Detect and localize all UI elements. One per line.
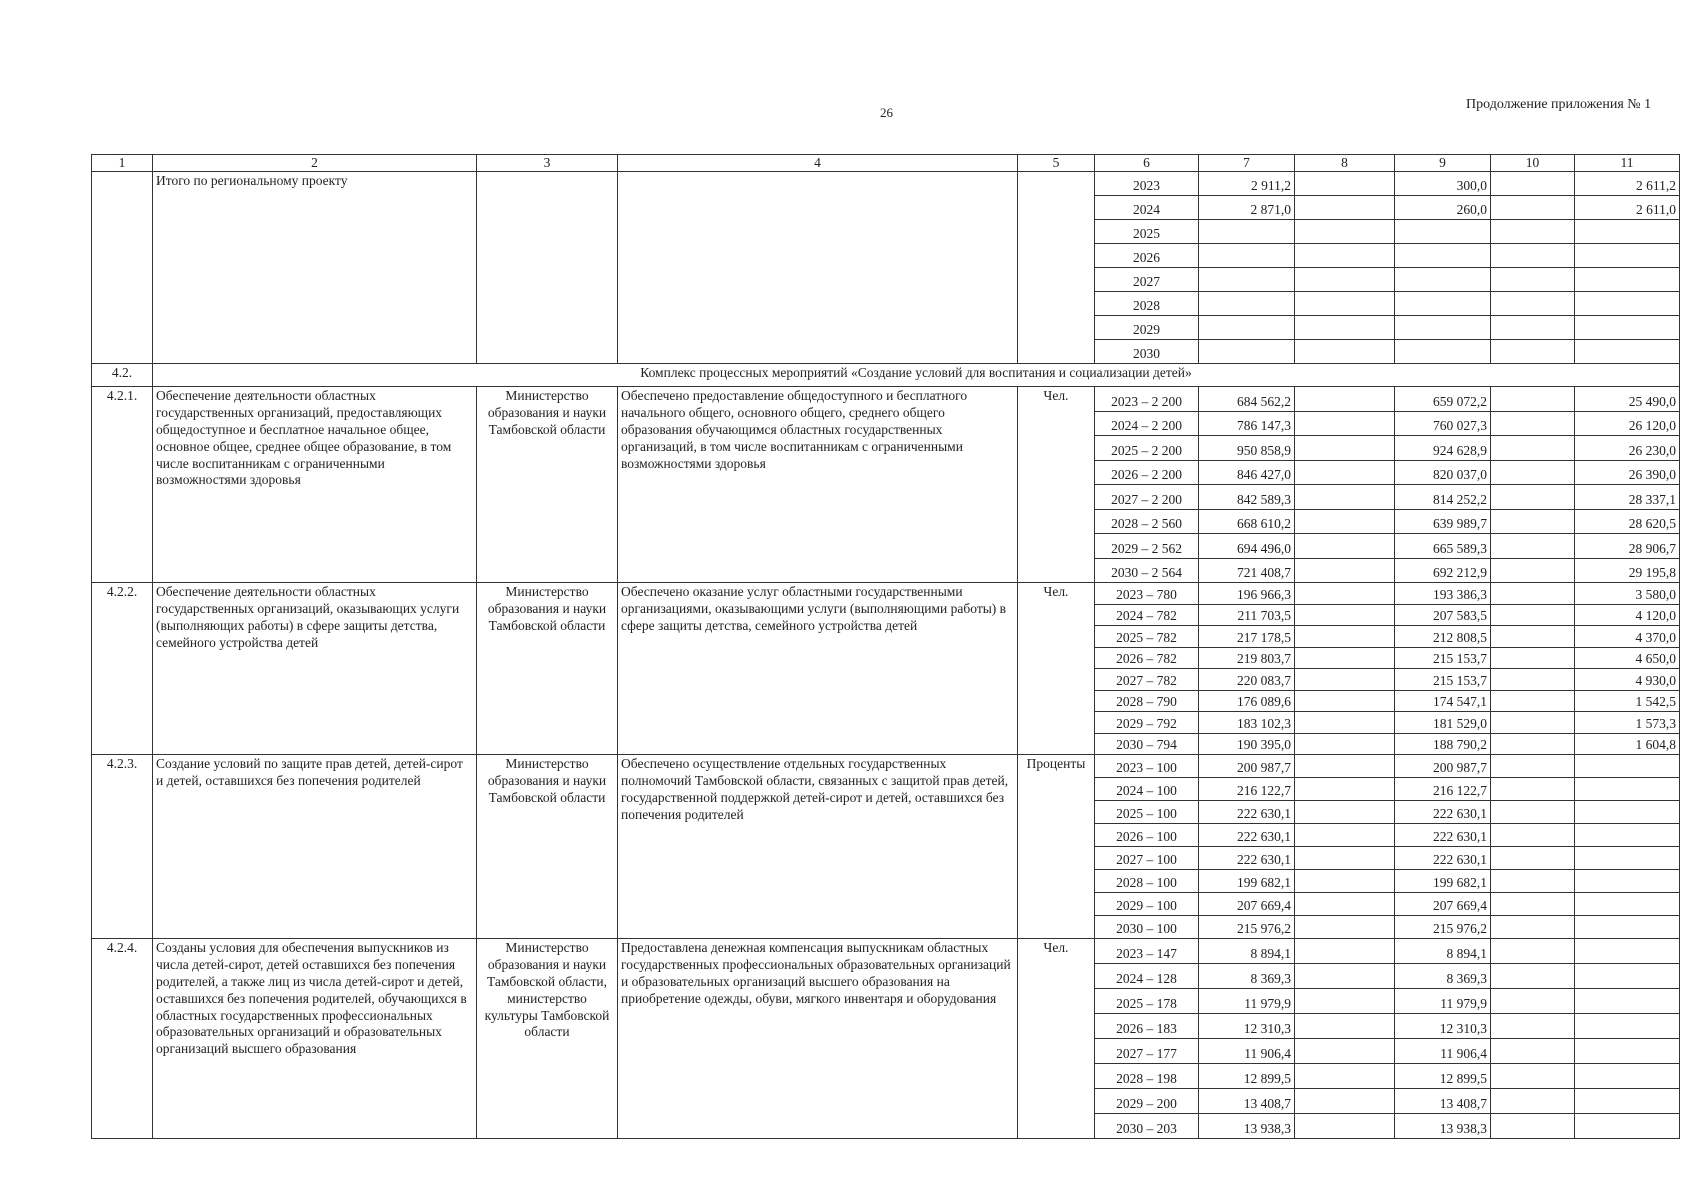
amount-local-cell bbox=[1491, 870, 1575, 893]
amount-local-cell bbox=[1491, 916, 1575, 939]
year-cell: 2024 bbox=[1095, 196, 1199, 220]
amount-local-cell bbox=[1491, 172, 1575, 196]
year-cell: 2028 – 2 560 bbox=[1095, 509, 1199, 534]
amount-federal-cell bbox=[1295, 558, 1395, 583]
cell-result bbox=[618, 172, 1018, 364]
amount-federal-cell bbox=[1295, 755, 1395, 778]
amount-total-cell: 220 083,7 bbox=[1199, 669, 1295, 691]
amount-local-cell bbox=[1491, 778, 1575, 801]
col-header: 11 bbox=[1575, 155, 1680, 172]
amount-local-cell bbox=[1491, 893, 1575, 916]
amount-local-cell bbox=[1491, 1089, 1575, 1114]
year-cell: 2025 – 178 bbox=[1095, 989, 1199, 1014]
amount-regional-cell: 13 408,7 bbox=[1395, 1089, 1491, 1114]
year-cell: 2025 – 100 bbox=[1095, 801, 1199, 824]
year-cell: 2024 – 100 bbox=[1095, 778, 1199, 801]
section-row bbox=[92, 364, 1680, 387]
amount-local-cell bbox=[1491, 411, 1575, 436]
amount-regional-cell: 200 987,7 bbox=[1395, 755, 1491, 778]
amount-total-cell: 190 395,0 bbox=[1199, 733, 1295, 755]
amount-local-cell bbox=[1491, 626, 1575, 648]
amount-extra-cell: 26 230,0 bbox=[1575, 436, 1680, 461]
amount-regional-cell: 212 808,5 bbox=[1395, 626, 1491, 648]
amount-local-cell bbox=[1491, 824, 1575, 847]
amount-local-cell bbox=[1491, 583, 1575, 605]
amount-total-cell: 846 427,0 bbox=[1199, 460, 1295, 485]
amount-total-cell: 222 630,1 bbox=[1199, 801, 1295, 824]
year-cell: 2029 – 200 bbox=[1095, 1089, 1199, 1114]
amount-local-cell bbox=[1491, 340, 1575, 364]
amount-extra-cell bbox=[1575, 801, 1680, 824]
amount-federal-cell bbox=[1295, 244, 1395, 268]
item-number: 4.2.1. bbox=[92, 387, 153, 583]
item-name: Обеспечение деятельности областных государственных организаций, оказывающих услуги (выполняющих работы) в сфере защиты детства, семейного устройства детей bbox=[153, 583, 477, 755]
amount-federal-cell bbox=[1295, 411, 1395, 436]
amount-total-cell: 12 310,3 bbox=[1199, 1014, 1295, 1039]
amount-total-cell: 211 703,5 bbox=[1199, 604, 1295, 626]
year-cell: 2028 bbox=[1095, 292, 1199, 316]
amount-regional-cell: 222 630,1 bbox=[1395, 847, 1491, 870]
amount-extra-cell bbox=[1575, 1064, 1680, 1089]
year-cell: 2023 – 147 bbox=[1095, 939, 1199, 964]
amount-regional-cell: 207 583,5 bbox=[1395, 604, 1491, 626]
amount-extra-cell: 28 620,5 bbox=[1575, 509, 1680, 534]
amount-local-cell bbox=[1491, 847, 1575, 870]
year-cell: 2023 – 780 bbox=[1095, 583, 1199, 605]
amount-regional-cell: 215 153,7 bbox=[1395, 669, 1491, 691]
amount-regional-cell: 13 938,3 bbox=[1395, 1114, 1491, 1139]
year-cell: 2026 – 782 bbox=[1095, 647, 1199, 669]
total-label: Итого по региональному проекту bbox=[153, 172, 477, 364]
item-row bbox=[92, 387, 1680, 412]
amount-federal-cell bbox=[1295, 1064, 1395, 1089]
amount-extra-cell: 26 120,0 bbox=[1575, 411, 1680, 436]
amount-regional-cell: 207 669,4 bbox=[1395, 893, 1491, 916]
col-header: 8 bbox=[1295, 155, 1395, 172]
amount-local-cell bbox=[1491, 268, 1575, 292]
year-cell: 2024 – 128 bbox=[1095, 964, 1199, 989]
amount-extra-cell: 28 337,1 bbox=[1575, 485, 1680, 510]
amount-federal-cell bbox=[1295, 939, 1395, 964]
amount-local-cell bbox=[1491, 604, 1575, 626]
amount-regional-cell bbox=[1395, 244, 1491, 268]
amount-extra-cell bbox=[1575, 824, 1680, 847]
amount-regional-cell: 820 037,0 bbox=[1395, 460, 1491, 485]
amount-total-cell: 183 102,3 bbox=[1199, 712, 1295, 734]
item-unit: Чел. bbox=[1018, 583, 1095, 755]
year-cell: 2027 – 177 bbox=[1095, 1039, 1199, 1064]
item-number: 4.2.3. bbox=[92, 755, 153, 939]
amount-regional-cell bbox=[1395, 340, 1491, 364]
amount-extra-cell bbox=[1575, 340, 1680, 364]
amount-federal-cell bbox=[1295, 316, 1395, 340]
column-number-row bbox=[92, 155, 1680, 172]
amount-total-cell: 842 589,3 bbox=[1199, 485, 1295, 510]
item-unit: Чел. bbox=[1018, 939, 1095, 1139]
amount-local-cell bbox=[1491, 690, 1575, 712]
amount-extra-cell: 2 611,2 bbox=[1575, 172, 1680, 196]
item-executor: Министерство образования и науки Тамбовской области bbox=[477, 387, 618, 583]
amount-regional-cell: 215 153,7 bbox=[1395, 647, 1491, 669]
year-cell: 2028 – 198 bbox=[1095, 1064, 1199, 1089]
amount-federal-cell bbox=[1295, 916, 1395, 939]
item-executor: Министерство образования и науки Тамбовской области bbox=[477, 755, 618, 939]
item-row bbox=[92, 583, 1680, 605]
item-result: Обеспечено предоставление общедоступного и бесплатного начального общего, основного общего, среднего общего образования обучающимся областных государственных организаций, в том числе воспитанникам с ограниченными возможностями здоровья bbox=[618, 387, 1018, 583]
amount-regional-cell: 11 979,9 bbox=[1395, 989, 1491, 1014]
amount-local-cell bbox=[1491, 460, 1575, 485]
amount-extra-cell bbox=[1575, 292, 1680, 316]
amount-federal-cell bbox=[1295, 1114, 1395, 1139]
amount-federal-cell bbox=[1295, 989, 1395, 1014]
amount-regional-cell: 659 072,2 bbox=[1395, 387, 1491, 412]
amount-extra-cell bbox=[1575, 1014, 1680, 1039]
col-header: 5 bbox=[1018, 155, 1095, 172]
amount-total-cell: 694 496,0 bbox=[1199, 534, 1295, 559]
amount-extra-cell: 1 604,8 bbox=[1575, 733, 1680, 755]
amount-total-cell: 219 803,7 bbox=[1199, 647, 1295, 669]
year-cell: 2030 – 203 bbox=[1095, 1114, 1199, 1139]
amount-federal-cell bbox=[1295, 387, 1395, 412]
amount-local-cell bbox=[1491, 801, 1575, 824]
year-cell: 2023 bbox=[1095, 172, 1199, 196]
amount-total-cell: 13 938,3 bbox=[1199, 1114, 1295, 1139]
amount-federal-cell bbox=[1295, 460, 1395, 485]
amount-local-cell bbox=[1491, 244, 1575, 268]
year-cell: 2028 – 790 bbox=[1095, 690, 1199, 712]
amount-total-cell bbox=[1199, 292, 1295, 316]
amount-regional-cell: 300,0 bbox=[1395, 172, 1491, 196]
amount-regional-cell: 639 989,7 bbox=[1395, 509, 1491, 534]
amount-federal-cell bbox=[1295, 669, 1395, 691]
cell-executor bbox=[477, 172, 618, 364]
section-title: Комплекс процессных мероприятий «Создание условий для воспитания и социализации детей» bbox=[153, 364, 1680, 387]
amount-regional-cell: 222 630,1 bbox=[1395, 824, 1491, 847]
amount-extra-cell bbox=[1575, 1089, 1680, 1114]
amount-federal-cell bbox=[1295, 1039, 1395, 1064]
amount-total-cell: 11 979,9 bbox=[1199, 989, 1295, 1014]
amount-regional-cell: 924 628,9 bbox=[1395, 436, 1491, 461]
amount-local-cell bbox=[1491, 733, 1575, 755]
amount-total-cell: 12 899,5 bbox=[1199, 1064, 1295, 1089]
amount-total-cell bbox=[1199, 268, 1295, 292]
amount-extra-cell: 1 573,3 bbox=[1575, 712, 1680, 734]
amount-total-cell bbox=[1199, 316, 1295, 340]
year-cell: 2026 – 183 bbox=[1095, 1014, 1199, 1039]
item-number: 4.2.4. bbox=[92, 939, 153, 1139]
amount-local-cell bbox=[1491, 1014, 1575, 1039]
amount-local-cell bbox=[1491, 534, 1575, 559]
amount-total-cell: 2 911,2 bbox=[1199, 172, 1295, 196]
amount-extra-cell bbox=[1575, 893, 1680, 916]
col-header: 7 bbox=[1199, 155, 1295, 172]
year-cell: 2030 bbox=[1095, 340, 1199, 364]
year-cell: 2027 bbox=[1095, 268, 1199, 292]
amount-regional-cell: 760 027,3 bbox=[1395, 411, 1491, 436]
amount-federal-cell bbox=[1295, 712, 1395, 734]
amount-extra-cell: 4 930,0 bbox=[1575, 669, 1680, 691]
total-row bbox=[92, 172, 1680, 196]
cell-unit bbox=[1018, 172, 1095, 364]
amount-federal-cell bbox=[1295, 964, 1395, 989]
amount-regional-cell: 188 790,2 bbox=[1395, 733, 1491, 755]
amount-regional-cell: 665 589,3 bbox=[1395, 534, 1491, 559]
amount-federal-cell bbox=[1295, 220, 1395, 244]
amount-federal-cell bbox=[1295, 172, 1395, 196]
col-header: 3 bbox=[477, 155, 618, 172]
amount-local-cell bbox=[1491, 387, 1575, 412]
amount-total-cell: 217 178,5 bbox=[1199, 626, 1295, 648]
amount-extra-cell bbox=[1575, 870, 1680, 893]
year-cell: 2027 – 782 bbox=[1095, 669, 1199, 691]
amount-federal-cell bbox=[1295, 893, 1395, 916]
amount-regional-cell: 174 547,1 bbox=[1395, 690, 1491, 712]
item-name: Созданы условия для обеспечения выпускников из числа детей-сирот, детей оставшихся без попечения родителей, а также лиц из числа детей-сирот и детей, оставшихся без попечения родителей, обучающихся в областных государственных профессиональных образовательных организаций и образовательных организаций высшего образования bbox=[153, 939, 477, 1139]
year-cell: 2030 – 794 bbox=[1095, 733, 1199, 755]
amount-local-cell bbox=[1491, 669, 1575, 691]
cell-number bbox=[92, 172, 153, 364]
col-header: 9 bbox=[1395, 155, 1491, 172]
col-header: 10 bbox=[1491, 155, 1575, 172]
amount-extra-cell bbox=[1575, 847, 1680, 870]
amount-total-cell: 222 630,1 bbox=[1199, 824, 1295, 847]
year-cell: 2029 bbox=[1095, 316, 1199, 340]
amount-federal-cell bbox=[1295, 268, 1395, 292]
amount-extra-cell bbox=[1575, 220, 1680, 244]
year-cell: 2024 – 782 bbox=[1095, 604, 1199, 626]
amount-local-cell bbox=[1491, 196, 1575, 220]
col-header: 6 bbox=[1095, 155, 1199, 172]
amount-total-cell: 2 871,0 bbox=[1199, 196, 1295, 220]
col-header: 1 bbox=[92, 155, 153, 172]
item-name: Создание условий по защите прав детей, детей-сирот и детей, оставшихся без попечения родителей bbox=[153, 755, 477, 939]
year-cell: 2025 bbox=[1095, 220, 1199, 244]
amount-total-cell: 222 630,1 bbox=[1199, 847, 1295, 870]
year-cell: 2029 – 792 bbox=[1095, 712, 1199, 734]
amount-extra-cell bbox=[1575, 964, 1680, 989]
year-cell: 2026 – 100 bbox=[1095, 824, 1199, 847]
amount-local-cell bbox=[1491, 316, 1575, 340]
amount-total-cell: 11 906,4 bbox=[1199, 1039, 1295, 1064]
amount-total-cell: 668 610,2 bbox=[1199, 509, 1295, 534]
amount-regional-cell: 199 682,1 bbox=[1395, 870, 1491, 893]
amount-regional-cell: 12 899,5 bbox=[1395, 1064, 1491, 1089]
appendix-label: Продолжение приложения № 1 bbox=[1466, 97, 1652, 112]
amount-federal-cell bbox=[1295, 801, 1395, 824]
item-row bbox=[92, 939, 1680, 964]
program-table bbox=[91, 154, 1680, 1139]
amount-extra-cell: 1 542,5 bbox=[1575, 690, 1680, 712]
amount-regional-cell bbox=[1395, 268, 1491, 292]
amount-federal-cell bbox=[1295, 690, 1395, 712]
amount-extra-cell bbox=[1575, 1114, 1680, 1139]
amount-extra-cell bbox=[1575, 989, 1680, 1014]
amount-regional-cell: 8 894,1 bbox=[1395, 939, 1491, 964]
amount-total-cell: 215 976,2 bbox=[1199, 916, 1295, 939]
amount-federal-cell bbox=[1295, 196, 1395, 220]
amount-local-cell bbox=[1491, 755, 1575, 778]
col-header: 2 bbox=[153, 155, 477, 172]
amount-local-cell bbox=[1491, 939, 1575, 964]
year-cell: 2029 – 100 bbox=[1095, 893, 1199, 916]
amount-regional-cell bbox=[1395, 292, 1491, 316]
amount-regional-cell: 216 122,7 bbox=[1395, 778, 1491, 801]
amount-extra-cell: 26 390,0 bbox=[1575, 460, 1680, 485]
amount-extra-cell: 25 490,0 bbox=[1575, 387, 1680, 412]
year-cell: 2029 – 2 562 bbox=[1095, 534, 1199, 559]
item-executor: Министерство образования и науки Тамбовской области, министерство культуры Тамбовской области bbox=[477, 939, 618, 1139]
amount-total-cell: 786 147,3 bbox=[1199, 411, 1295, 436]
amount-total-cell bbox=[1199, 340, 1295, 364]
amount-local-cell bbox=[1491, 712, 1575, 734]
amount-total-cell bbox=[1199, 220, 1295, 244]
item-row bbox=[92, 755, 1680, 778]
amount-federal-cell bbox=[1295, 485, 1395, 510]
amount-federal-cell bbox=[1295, 847, 1395, 870]
item-executor: Министерство образования и науки Тамбовской области bbox=[477, 583, 618, 755]
amount-regional-cell: 260,0 bbox=[1395, 196, 1491, 220]
amount-federal-cell bbox=[1295, 824, 1395, 847]
amount-federal-cell bbox=[1295, 647, 1395, 669]
year-cell: 2026 – 2 200 bbox=[1095, 460, 1199, 485]
col-header: 4 bbox=[618, 155, 1018, 172]
amount-federal-cell bbox=[1295, 509, 1395, 534]
amount-total-cell: 8 369,3 bbox=[1199, 964, 1295, 989]
year-cell: 2025 – 782 bbox=[1095, 626, 1199, 648]
amount-total-cell: 216 122,7 bbox=[1199, 778, 1295, 801]
amount-regional-cell: 215 976,2 bbox=[1395, 916, 1491, 939]
amount-federal-cell bbox=[1295, 292, 1395, 316]
amount-extra-cell bbox=[1575, 1039, 1680, 1064]
item-unit: Чел. bbox=[1018, 387, 1095, 583]
amount-total-cell: 8 894,1 bbox=[1199, 939, 1295, 964]
amount-extra-cell: 28 906,7 bbox=[1575, 534, 1680, 559]
amount-local-cell bbox=[1491, 647, 1575, 669]
amount-extra-cell bbox=[1575, 939, 1680, 964]
amount-extra-cell bbox=[1575, 916, 1680, 939]
amount-local-cell bbox=[1491, 964, 1575, 989]
item-result: Предоставлена денежная компенсация выпускникам областных государственных профессиональных образовательных организаций и образовательных организаций высшего образования на приобретение одежды, обуви, мягкого инвентаря и оборудования bbox=[618, 939, 1018, 1139]
page-number: 26 bbox=[880, 105, 893, 120]
section-number: 4.2. bbox=[92, 364, 153, 387]
amount-total-cell: 199 682,1 bbox=[1199, 870, 1295, 893]
item-result: Обеспечено осуществление отдельных государственных полномочий Тамбовской области, связанных с защитой прав детей, государственной поддержкой детей-сирот и детей, оставшихся без попечения родителей bbox=[618, 755, 1018, 939]
year-cell: 2027 – 2 200 bbox=[1095, 485, 1199, 510]
amount-total-cell: 950 858,9 bbox=[1199, 436, 1295, 461]
amount-extra-cell: 29 195,8 bbox=[1575, 558, 1680, 583]
year-cell: 2030 – 2 564 bbox=[1095, 558, 1199, 583]
amount-total-cell: 200 987,7 bbox=[1199, 755, 1295, 778]
amount-local-cell bbox=[1491, 1039, 1575, 1064]
amount-regional-cell: 12 310,3 bbox=[1395, 1014, 1491, 1039]
amount-extra-cell bbox=[1575, 778, 1680, 801]
amount-extra-cell: 4 650,0 bbox=[1575, 647, 1680, 669]
amount-federal-cell bbox=[1295, 1014, 1395, 1039]
amount-local-cell bbox=[1491, 220, 1575, 244]
amount-local-cell bbox=[1491, 558, 1575, 583]
amount-extra-cell: 4 370,0 bbox=[1575, 626, 1680, 648]
year-cell: 2030 – 100 bbox=[1095, 916, 1199, 939]
amount-total-cell: 207 669,4 bbox=[1199, 893, 1295, 916]
amount-regional-cell: 193 386,3 bbox=[1395, 583, 1491, 605]
amount-extra-cell: 4 120,0 bbox=[1575, 604, 1680, 626]
amount-extra-cell bbox=[1575, 244, 1680, 268]
year-cell: 2023 – 2 200 bbox=[1095, 387, 1199, 412]
year-cell: 2028 – 100 bbox=[1095, 870, 1199, 893]
amount-local-cell bbox=[1491, 485, 1575, 510]
item-number: 4.2.2. bbox=[92, 583, 153, 755]
year-cell: 2026 bbox=[1095, 244, 1199, 268]
item-unit: Проценты bbox=[1018, 755, 1095, 939]
amount-extra-cell: 3 580,0 bbox=[1575, 583, 1680, 605]
amount-local-cell bbox=[1491, 292, 1575, 316]
amount-local-cell bbox=[1491, 436, 1575, 461]
item-result: Обеспечено оказание услуг областными государственными организациями, оказывающими услуги (выполняющими работы) в сфере защиты детства, семейного устройства детей bbox=[618, 583, 1018, 755]
amount-federal-cell bbox=[1295, 436, 1395, 461]
amount-total-cell: 684 562,2 bbox=[1199, 387, 1295, 412]
amount-federal-cell bbox=[1295, 870, 1395, 893]
amount-federal-cell bbox=[1295, 626, 1395, 648]
amount-regional-cell: 692 212,9 bbox=[1395, 558, 1491, 583]
amount-federal-cell bbox=[1295, 733, 1395, 755]
amount-federal-cell bbox=[1295, 604, 1395, 626]
amount-federal-cell bbox=[1295, 583, 1395, 605]
amount-regional-cell: 814 252,2 bbox=[1395, 485, 1491, 510]
amount-total-cell: 721 408,7 bbox=[1199, 558, 1295, 583]
amount-regional-cell: 8 369,3 bbox=[1395, 964, 1491, 989]
amount-total-cell: 13 408,7 bbox=[1199, 1089, 1295, 1114]
item-name: Обеспечение деятельности областных государственных организаций, предоставляющих общедоступное и бесплатное начальное общее, основное общее, среднее общее образование, в том числе воспитанникам с ограниченными возможностями здоровья bbox=[153, 387, 477, 583]
amount-regional-cell: 181 529,0 bbox=[1395, 712, 1491, 734]
amount-total-cell: 196 966,3 bbox=[1199, 583, 1295, 605]
amount-local-cell bbox=[1491, 509, 1575, 534]
year-cell: 2025 – 2 200 bbox=[1095, 436, 1199, 461]
amount-extra-cell bbox=[1575, 755, 1680, 778]
year-cell: 2027 – 100 bbox=[1095, 847, 1199, 870]
amount-federal-cell bbox=[1295, 340, 1395, 364]
amount-regional-cell bbox=[1395, 316, 1491, 340]
amount-federal-cell bbox=[1295, 778, 1395, 801]
amount-federal-cell bbox=[1295, 534, 1395, 559]
amount-federal-cell bbox=[1295, 1089, 1395, 1114]
year-cell: 2023 – 100 bbox=[1095, 755, 1199, 778]
amount-regional-cell bbox=[1395, 220, 1491, 244]
amount-extra-cell bbox=[1575, 268, 1680, 292]
amount-total-cell: 176 089,6 bbox=[1199, 690, 1295, 712]
amount-regional-cell: 11 906,4 bbox=[1395, 1039, 1491, 1064]
amount-local-cell bbox=[1491, 1064, 1575, 1089]
amount-extra-cell: 2 611,0 bbox=[1575, 196, 1680, 220]
amount-extra-cell bbox=[1575, 316, 1680, 340]
year-cell: 2024 – 2 200 bbox=[1095, 411, 1199, 436]
amount-total-cell bbox=[1199, 244, 1295, 268]
amount-local-cell bbox=[1491, 1114, 1575, 1139]
amount-regional-cell: 222 630,1 bbox=[1395, 801, 1491, 824]
amount-local-cell bbox=[1491, 989, 1575, 1014]
